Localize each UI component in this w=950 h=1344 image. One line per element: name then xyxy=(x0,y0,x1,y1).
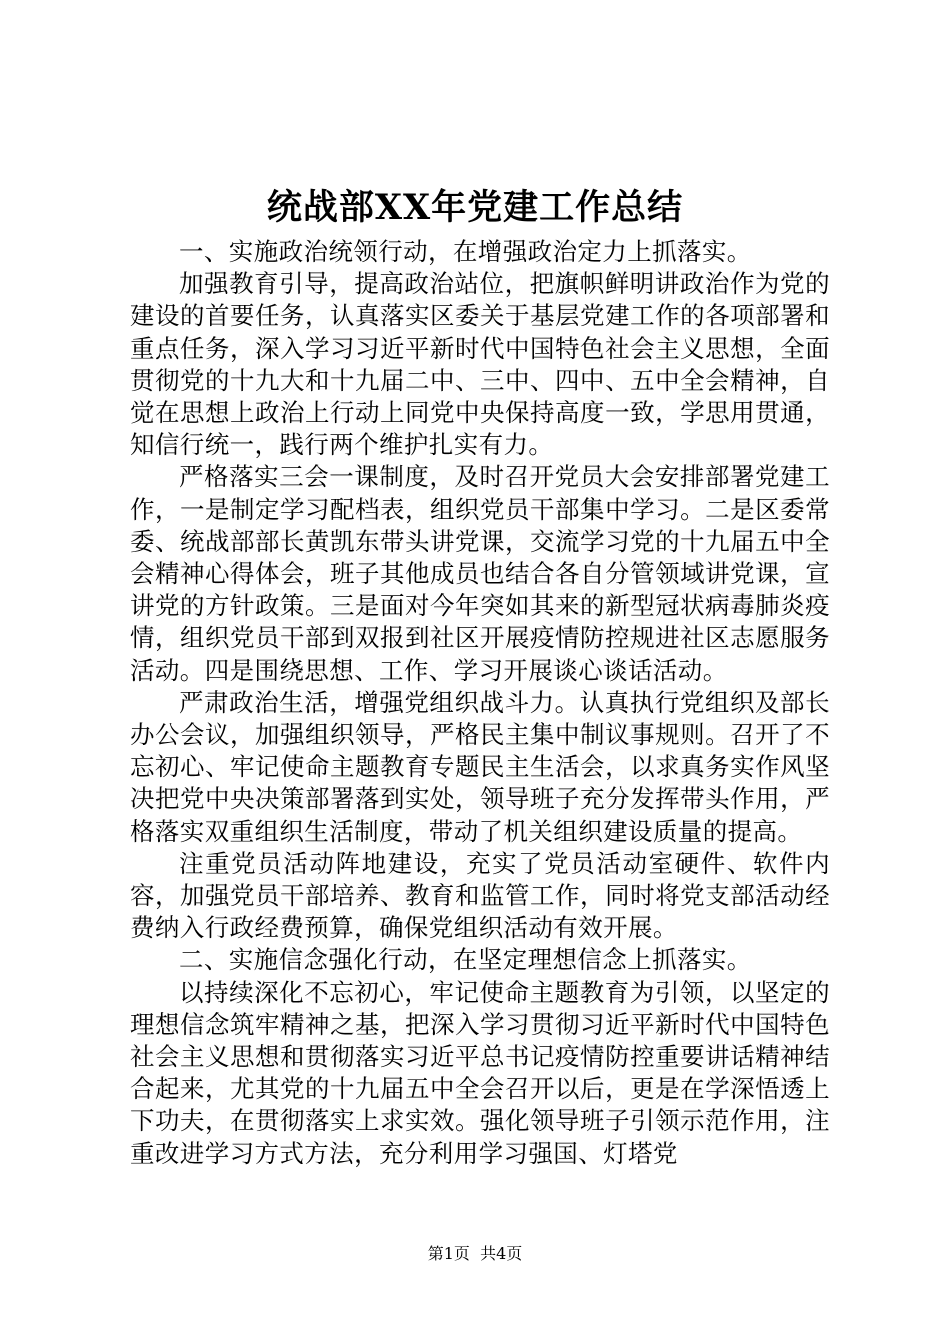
body-paragraph: 以持续深化不忘初心，牢记使命主题教育为引领，以坚定的理想信念筑牢精神之基，把深入学习贯彻习近平新时代中国特色社会主义思想和贯彻落实习近平总书记疫情防控重要讲话精神结合起来，尤其党的十九届五中全会召开以后，更是在学深悟透上下功夫，在贯彻落实上求实效。强化领导班子引领示范作用，注重改进学习方式方法，充分利用学习强国、灯塔党 xyxy=(130,977,830,1168)
page-number: 第1页 xyxy=(427,1244,470,1263)
document-title: 统战部XX年党建工作总结 xyxy=(266,187,684,228)
body-paragraph: 严格落实三会一课制度，及时召开党员大会安排部署党建工作，一是制定学习配档表，组织党员干部集中学习。二是区委常委、统战部部长黄凯东带头讲党课，交流学习党的十九届五中全会精神心得体会，班子其他成员也结合各自分管领域讲党课，宣讲党的方针政策。三是面对今年突如其来的新型冠状病毒肺炎疫情，组织党员干部到双报到社区开展疫情防控规进社区志愿服务活动。四是围绕思想、工作、学习开展谈心谈话活动。 xyxy=(130,462,830,685)
page-total: 共4页 xyxy=(480,1244,523,1263)
body-paragraph: 注重党员活动阵地建设，充实了党员活动室硬件、软件内容，加强党员干部培养、教育和监管工作，同时将党支部活动经费纳入行政经费预算，确保党组织活动有效开展。 xyxy=(130,848,830,943)
body-paragraph: 严肃政治生活，增强党组织战斗力。认真执行党组织及部长办公会议，加强组织领导，严格民主集中制议事规则。召开了不忘初心、牢记使命主题教育专题民主生活会，以求真务实作风坚决把党中央决策部署落到实处，领导班子充分发挥带头作用，严格落实双重组织生活制度，带动了机关组织建设质量的提高。 xyxy=(130,687,830,846)
document-body xyxy=(130,236,830,1170)
page-footer xyxy=(0,1243,950,1265)
section-heading: 一、实施政治统领行动，在增强政治定力上抓落实。 xyxy=(179,237,752,266)
body-paragraph: 加强教育引导，提高政治站位，把旗帜鲜明讲政治作为党的建设的首要任务，认真落实区委关于基层党建工作的各项部署和重点任务，深入学习习近平新时代中国特色社会主义思想，全面贯彻党的十九大和十九届二中、三中、四中、五中全会精神，自觉在思想上政治上行动上同党中央保持高度一致，学思用贯通，知信行统一，践行两个维护扎实有力。 xyxy=(130,269,830,460)
section-heading: 二、实施信念强化行动，在坚定理想信念上抓落实。 xyxy=(179,945,752,975)
